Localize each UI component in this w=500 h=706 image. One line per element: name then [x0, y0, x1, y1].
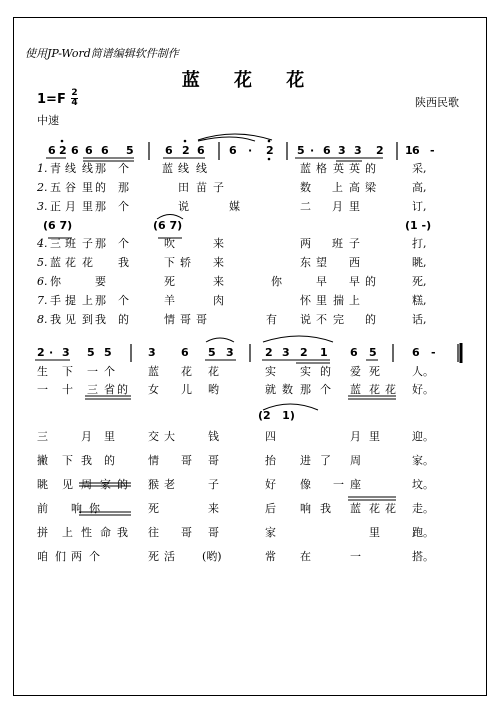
lyric-word: 二	[300, 200, 311, 213]
lyric-word: 性	[81, 526, 92, 539]
note: ·	[49, 346, 54, 359]
lyric-word: 羊	[164, 294, 175, 307]
lyric-word: 周	[350, 454, 361, 467]
verse-number: 5.	[37, 256, 48, 269]
lyric-word: 三	[50, 237, 61, 250]
lyric-word: 情	[164, 313, 175, 326]
lyric-word: 周	[81, 478, 92, 491]
lyric-word: 个	[118, 237, 129, 250]
lyric-word: 格	[316, 162, 327, 175]
note: 6	[197, 144, 205, 157]
lyric-word: 个	[89, 550, 100, 563]
lyric-word: 前	[37, 502, 48, 515]
note: 6	[101, 144, 109, 157]
lyric-word: 一	[350, 550, 361, 563]
lyric-word: 我	[50, 313, 61, 326]
note: 5	[104, 346, 112, 359]
lyric-word: 花	[369, 383, 380, 396]
lyric-word: 响	[71, 502, 82, 515]
note: 3	[148, 346, 156, 359]
note: 3	[338, 144, 346, 157]
lyric-word: 早	[349, 275, 360, 288]
lyric-word: 儿	[181, 383, 192, 396]
lyric-word: 老	[164, 478, 175, 491]
lyric-word: 大	[164, 430, 175, 443]
note: 2	[182, 144, 190, 157]
lyric-word: 谷	[65, 181, 76, 194]
lyric-word: 死	[148, 502, 159, 515]
lyric-word: 我	[118, 256, 129, 269]
lyric-word: 线	[65, 162, 76, 175]
lyric-word: 蓝	[350, 383, 361, 396]
note: 3	[226, 346, 234, 359]
note: 2	[37, 346, 45, 359]
note: 6	[181, 346, 189, 359]
lyric-word: 一	[333, 478, 344, 491]
note: 5	[208, 346, 216, 359]
lyric-word: 那	[95, 294, 106, 307]
melisma-underlines	[79, 396, 396, 515]
lyric-word: 话,	[412, 313, 427, 326]
lyric-word: 那	[95, 200, 106, 213]
slurs-system-2	[206, 336, 333, 342]
lyric-word: 的	[365, 313, 376, 326]
lyric-word: 哥	[196, 313, 207, 326]
lyric-word: 迎。	[412, 430, 434, 443]
lyric-word: 女	[148, 383, 159, 396]
verse-number: 6.	[37, 275, 48, 288]
lyric-word: 的	[320, 365, 331, 378]
verse-number: 7.	[37, 294, 48, 307]
lyric-word: 线	[82, 162, 93, 175]
lyric-word: 糕,	[412, 294, 427, 307]
lyric-word: 花	[181, 365, 192, 378]
verse-number: 1.	[37, 162, 48, 175]
lyric-word: 上	[332, 181, 343, 194]
lyric-word: 蓝	[148, 365, 159, 378]
lyric-word: 响	[300, 502, 311, 515]
time-signature-denominator: 4	[71, 98, 78, 108]
lyric-word: 蓝	[300, 162, 311, 175]
lyric-word: 坟。	[412, 478, 434, 491]
lyric-word: 花	[65, 256, 76, 269]
lyric-word: 里	[316, 294, 327, 307]
lyric-word: 抬	[265, 454, 276, 467]
lyric-word: 月	[81, 430, 92, 443]
lyric-word: 三	[87, 383, 98, 396]
lyric-word: 个	[320, 383, 331, 396]
lyric-word: 提	[65, 294, 76, 307]
lyric-word: 的	[117, 383, 128, 396]
lyric-word: 我	[320, 502, 331, 515]
bracket-slurs	[157, 215, 318, 411]
lyric-word: 望	[316, 256, 327, 269]
lyric-word: 子	[208, 478, 219, 491]
lyric-word: 花	[208, 365, 219, 378]
note: 3	[282, 346, 290, 359]
verse-number: 4.	[37, 237, 48, 250]
lyric-word: 常	[265, 550, 276, 563]
note: 1	[405, 144, 413, 157]
lyric-word: 活	[164, 550, 175, 563]
verse-number: 8.	[37, 313, 48, 326]
note: 6	[323, 144, 331, 157]
lyric-word: 完	[333, 313, 344, 326]
note: 6	[412, 346, 420, 359]
bracket-notes: (2 1)	[258, 409, 295, 422]
note: 5	[297, 144, 305, 157]
lyric-word: 下	[164, 256, 175, 269]
lyric-word: 的	[104, 454, 115, 467]
note: 5	[87, 346, 95, 359]
lyric-word: 命	[100, 526, 111, 539]
note: 6	[48, 144, 56, 157]
lyric-word: 的	[365, 275, 376, 288]
lyric-word: 手	[50, 294, 61, 307]
note: 3	[354, 144, 362, 157]
lyric-word: 的	[365, 162, 376, 175]
note: 5	[369, 346, 377, 359]
lyric-word: 走。	[412, 502, 434, 515]
lyric-word: 四	[265, 430, 276, 443]
lyric-word: 来	[213, 237, 224, 250]
lyric-word: 英	[349, 162, 360, 175]
lyric-word: 眺,	[412, 256, 427, 269]
lyric-word: 五	[50, 181, 61, 194]
lyric-word: 轿	[180, 256, 191, 269]
lyric-word: 怀	[300, 294, 311, 307]
lyric-word: 的	[117, 478, 128, 491]
lyric-word: 采,	[412, 162, 427, 175]
lyric-word: 订,	[412, 200, 427, 213]
lyric-word: 情	[148, 454, 159, 467]
lyric-word: 省	[104, 383, 115, 396]
lyric-word: 下	[62, 365, 73, 378]
lyric-word: 们	[55, 550, 66, 563]
lyric-word: 要	[95, 275, 106, 288]
lyric-word: 死,	[412, 275, 427, 288]
lyric-word: 蓝	[350, 502, 361, 515]
lyric-word: 往	[148, 526, 159, 539]
lyric-word: 班	[332, 237, 343, 250]
barlines-system-1	[149, 142, 397, 160]
lyric-word: 猴	[148, 478, 159, 491]
lyric-word: 到	[82, 313, 93, 326]
lyric-word: 一	[37, 383, 48, 396]
lyric-word: 好	[265, 478, 276, 491]
lyric-word: 你	[50, 275, 61, 288]
lyric-word: 吹	[164, 237, 175, 250]
lyric-word: 线	[178, 162, 189, 175]
note: -	[431, 346, 436, 359]
lyric-word: 那	[95, 237, 106, 250]
lyric-word: 我	[95, 313, 106, 326]
verse-number: 3.	[37, 200, 48, 213]
verse-number: 2.	[37, 181, 48, 194]
lyric-word: 上	[62, 526, 73, 539]
lyric-word: 线	[196, 162, 207, 175]
lyric-word: 的	[118, 313, 129, 326]
lyric-word: 好。	[412, 383, 434, 396]
lyric-word: 钱	[208, 430, 219, 443]
lyric-word: 里	[349, 200, 360, 213]
lyric-word: 咱	[37, 550, 48, 563]
lyric-word: 数	[282, 383, 293, 396]
lyric-word: 那	[95, 162, 106, 175]
lyric-word: 哥	[180, 313, 191, 326]
lyric-word: 里	[82, 200, 93, 213]
note: 6	[165, 144, 173, 157]
note: 2	[266, 144, 274, 157]
lyric-word: 家	[100, 478, 111, 491]
lyric-word: 爱	[350, 365, 361, 378]
lyric-word: 眺	[37, 478, 48, 491]
lyric-word: 上	[349, 294, 360, 307]
note: 6	[229, 144, 237, 157]
note: 2	[265, 346, 273, 359]
lyric-word: 死	[164, 275, 175, 288]
lyric-word: 青	[50, 162, 61, 175]
lyric-word: 说	[300, 313, 311, 326]
lyric-word: 梁	[365, 181, 376, 194]
lyric-word: 来	[208, 502, 219, 515]
lyric-word: 东	[300, 256, 311, 269]
lyric-word: 一	[87, 365, 98, 378]
note: 6	[350, 346, 358, 359]
lyric-word: 子	[213, 181, 224, 194]
lyric-word: 说	[178, 200, 189, 213]
lyric-word: 个	[104, 365, 115, 378]
lyric-word: 那	[118, 181, 129, 194]
lyric-word: 撇	[37, 454, 48, 467]
lyric-word: 有	[266, 313, 277, 326]
lyric-word: 蓝	[162, 162, 173, 175]
lyric-word: 搭。	[412, 550, 434, 563]
lyric-word: 人。	[412, 365, 434, 378]
lyric-word: 里	[104, 430, 115, 443]
lyric-word: 哥	[181, 526, 192, 539]
slurs-system-1	[198, 134, 272, 141]
lyric-word: 交	[148, 430, 159, 443]
lyric-word: 个	[118, 162, 129, 175]
note: 2	[376, 144, 384, 157]
lyric-word: 子	[82, 237, 93, 250]
lyric-word: 里	[369, 526, 380, 539]
lyric-word: 英	[333, 162, 344, 175]
genre-label: 陕西民歌	[415, 96, 459, 109]
lyric-word: 花	[82, 256, 93, 269]
bracket-notes: (6 7)	[153, 219, 183, 232]
lyric-word: 三	[37, 430, 48, 443]
lyric-word: 花	[385, 383, 396, 396]
lyric-word: 下	[62, 454, 73, 467]
note: -	[430, 144, 435, 157]
lyric-word: 月	[350, 430, 361, 443]
note: ·	[248, 144, 253, 157]
lyric-word: 肉	[213, 294, 224, 307]
lyric-word: 拼	[37, 526, 48, 539]
note: 1	[320, 346, 328, 359]
bracket-notes: (1 -)	[405, 219, 432, 232]
lyric-word: 家	[265, 526, 276, 539]
lyric-word: 跑。	[412, 526, 434, 539]
lyric-word: 子	[349, 237, 360, 250]
lyric-word: 月	[332, 200, 343, 213]
lyric-word: 高	[349, 181, 360, 194]
lyric-word: 我	[81, 454, 92, 467]
lyric-word: 花	[385, 502, 396, 515]
note: 3	[62, 346, 70, 359]
lyric-word: 见	[62, 478, 73, 491]
note: 6	[412, 144, 420, 157]
note: 6	[85, 144, 93, 157]
note: 2	[300, 346, 308, 359]
lyric-word: 座	[350, 478, 361, 491]
lyric-word: 生	[37, 365, 48, 378]
lyric-word: 媒	[229, 200, 240, 213]
lyric-word: 不	[316, 313, 327, 326]
note: ·	[310, 144, 315, 157]
time-signature-numerator: 2	[71, 88, 78, 98]
lyric-word: 你	[89, 502, 100, 515]
lyric-word: 西	[349, 256, 360, 269]
lyric-word: 上	[82, 294, 93, 307]
lyric-word: 你	[271, 275, 282, 288]
lyric-word: 了	[320, 454, 331, 467]
lyric-word: 实	[265, 365, 276, 378]
lyric-word: 苗	[196, 181, 207, 194]
note: 2	[59, 144, 67, 157]
lyric-word: 蓝	[50, 256, 61, 269]
octave-dots	[61, 140, 271, 161]
lyric-word: 在	[300, 550, 311, 563]
lyric-word: 我	[117, 526, 128, 539]
lyric-word: 哥	[208, 526, 219, 539]
lyric-word: 那	[300, 383, 311, 396]
lyric-word: 个	[118, 200, 129, 213]
lyric-word: 来	[213, 256, 224, 269]
lyric-word: 早	[316, 275, 327, 288]
lyric-word: (哟)	[202, 550, 222, 563]
lyric-word: 里	[369, 430, 380, 443]
lyric-word: 哥	[181, 454, 192, 467]
lyric-word: 花	[369, 502, 380, 515]
lyric-word: 个	[118, 294, 129, 307]
lyric-word: 班	[65, 237, 76, 250]
tempo-marking: 中速	[37, 114, 59, 127]
lyric-word: 田	[178, 181, 189, 194]
lyric-word: 来	[213, 275, 224, 288]
lyric-word: 进	[300, 454, 311, 467]
key-signature: 1=F	[37, 92, 66, 107]
lyric-word: 家。	[412, 454, 434, 467]
lyric-word: 实	[300, 365, 311, 378]
lyric-word: 里	[82, 181, 93, 194]
lyric-word: 揣	[333, 294, 344, 307]
software-credit: 使用JP-Word简谱编辑软件制作	[25, 47, 179, 60]
note: 6	[71, 144, 79, 157]
barlines-system-2	[131, 344, 458, 362]
lyric-word: 死	[148, 550, 159, 563]
lyric-word: 死	[369, 365, 380, 378]
bracket-notes: (6 7)	[43, 219, 73, 232]
lyric-word: 两	[71, 550, 82, 563]
lyric-word: 两	[300, 237, 311, 250]
lyric-word: 哟	[208, 383, 219, 396]
lyric-word: 月	[65, 200, 76, 213]
lyric-word: 十	[62, 383, 73, 396]
lyric-word: 后	[265, 502, 276, 515]
note: 5	[126, 144, 134, 157]
lyric-word: 打,	[412, 237, 427, 250]
lyric-word: 哥	[208, 454, 219, 467]
beam-lines-system-1	[46, 158, 383, 161]
lyric-word: 的	[95, 181, 106, 194]
song-title: 蓝 花 花	[181, 70, 319, 91]
lyric-word: 就	[265, 383, 276, 396]
lyric-word: 正	[50, 200, 61, 213]
beam-lines-system-2	[35, 360, 378, 363]
lyric-word: 像	[300, 478, 311, 491]
lyric-word: 数	[300, 181, 311, 194]
lyric-word: 高,	[412, 181, 427, 194]
lyric-word: 见	[65, 313, 76, 326]
